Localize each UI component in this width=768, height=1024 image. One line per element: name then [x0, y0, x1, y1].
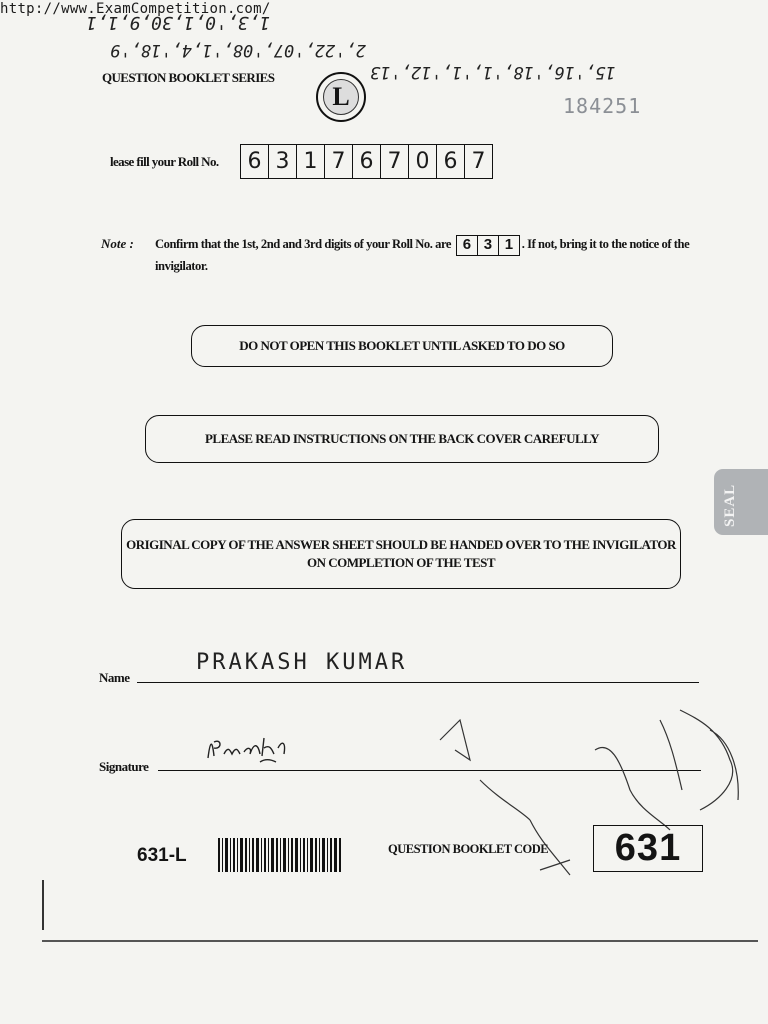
note-label: Note : [101, 236, 134, 251]
candidate-name: PRAKASH KUMAR [196, 650, 408, 675]
roll-digit: 3 [269, 145, 297, 178]
handwritten-scrawl: 2,'22,'07,'08,'1,4,'18,'9 [110, 40, 366, 60]
note-text-after: . If not, bring it to the notice of the invigilator. [155, 237, 690, 273]
note-digit: 1 [504, 236, 513, 254]
roll-digit: 6 [437, 145, 465, 178]
roll-digit: 6 [353, 145, 381, 178]
name-label: Name [99, 670, 130, 685]
roll-digit: 0 [409, 145, 437, 178]
booklet-series-label: QUESTION BOOKLET SERIES [102, 70, 275, 85]
roll-digit: 7 [471, 149, 486, 174]
roll-digit: 7 [381, 145, 409, 178]
seal-tab [714, 469, 768, 535]
booklet-series-badge [316, 72, 366, 122]
roll-number-boxes [240, 144, 493, 179]
note-digit: 3 [478, 236, 499, 255]
seal-label: SEAL [722, 483, 738, 527]
booklet-code-label: QUESTION BOOKLET CODE [388, 842, 549, 856]
bottom-rule [42, 940, 758, 942]
note-text-before: Confirm that the 1st, 2nd and 3rd digits of your Roll No. are [155, 237, 452, 251]
note-digit: 6 [457, 236, 478, 255]
booklet-code-box: 631 [593, 825, 703, 872]
booklet-series-letter: L [323, 79, 359, 115]
handwritten-scrawl: 1,3,'0,1,30,9,1,1 [86, 12, 271, 33]
barcode [218, 838, 342, 872]
booklet-code-left: 631-L [137, 845, 187, 866]
instruction-read-back-cover: PLEASE READ INSTRUCTIONS ON THE BACK COVER CAREFULLY [145, 415, 659, 463]
note-text [155, 234, 725, 276]
margin-mark [42, 880, 44, 930]
name-line [137, 682, 699, 683]
roll-digit: 6 [241, 145, 269, 178]
source-url: http://www.ExamCompetition.com/ [0, 1, 271, 17]
handwritten-scrawl: 15,'16,'18,'1,'1,'12,'13 [370, 62, 616, 82]
instruction-do-not-open: DO NOT OPEN THIS BOOKLET UNTIL ASKED TO DO SO [191, 325, 613, 367]
instruction-answer-sheet: ORIGINAL COPY OF THE ANSWER SHEET SHOULD BE HANDED OVER TO THE INVIGILATOR ON COMPLETION OF THE TEST [121, 519, 681, 589]
note-digit-boxes [456, 235, 520, 256]
roll-digit: 1 [297, 145, 325, 178]
roll-number-label: lease fill your Roll No. [110, 154, 219, 169]
signature-label: Signature [99, 759, 149, 774]
handwritten-signature [200, 728, 300, 772]
roll-digit: 7 [325, 145, 353, 178]
serial-number: 184251 [563, 94, 642, 118]
